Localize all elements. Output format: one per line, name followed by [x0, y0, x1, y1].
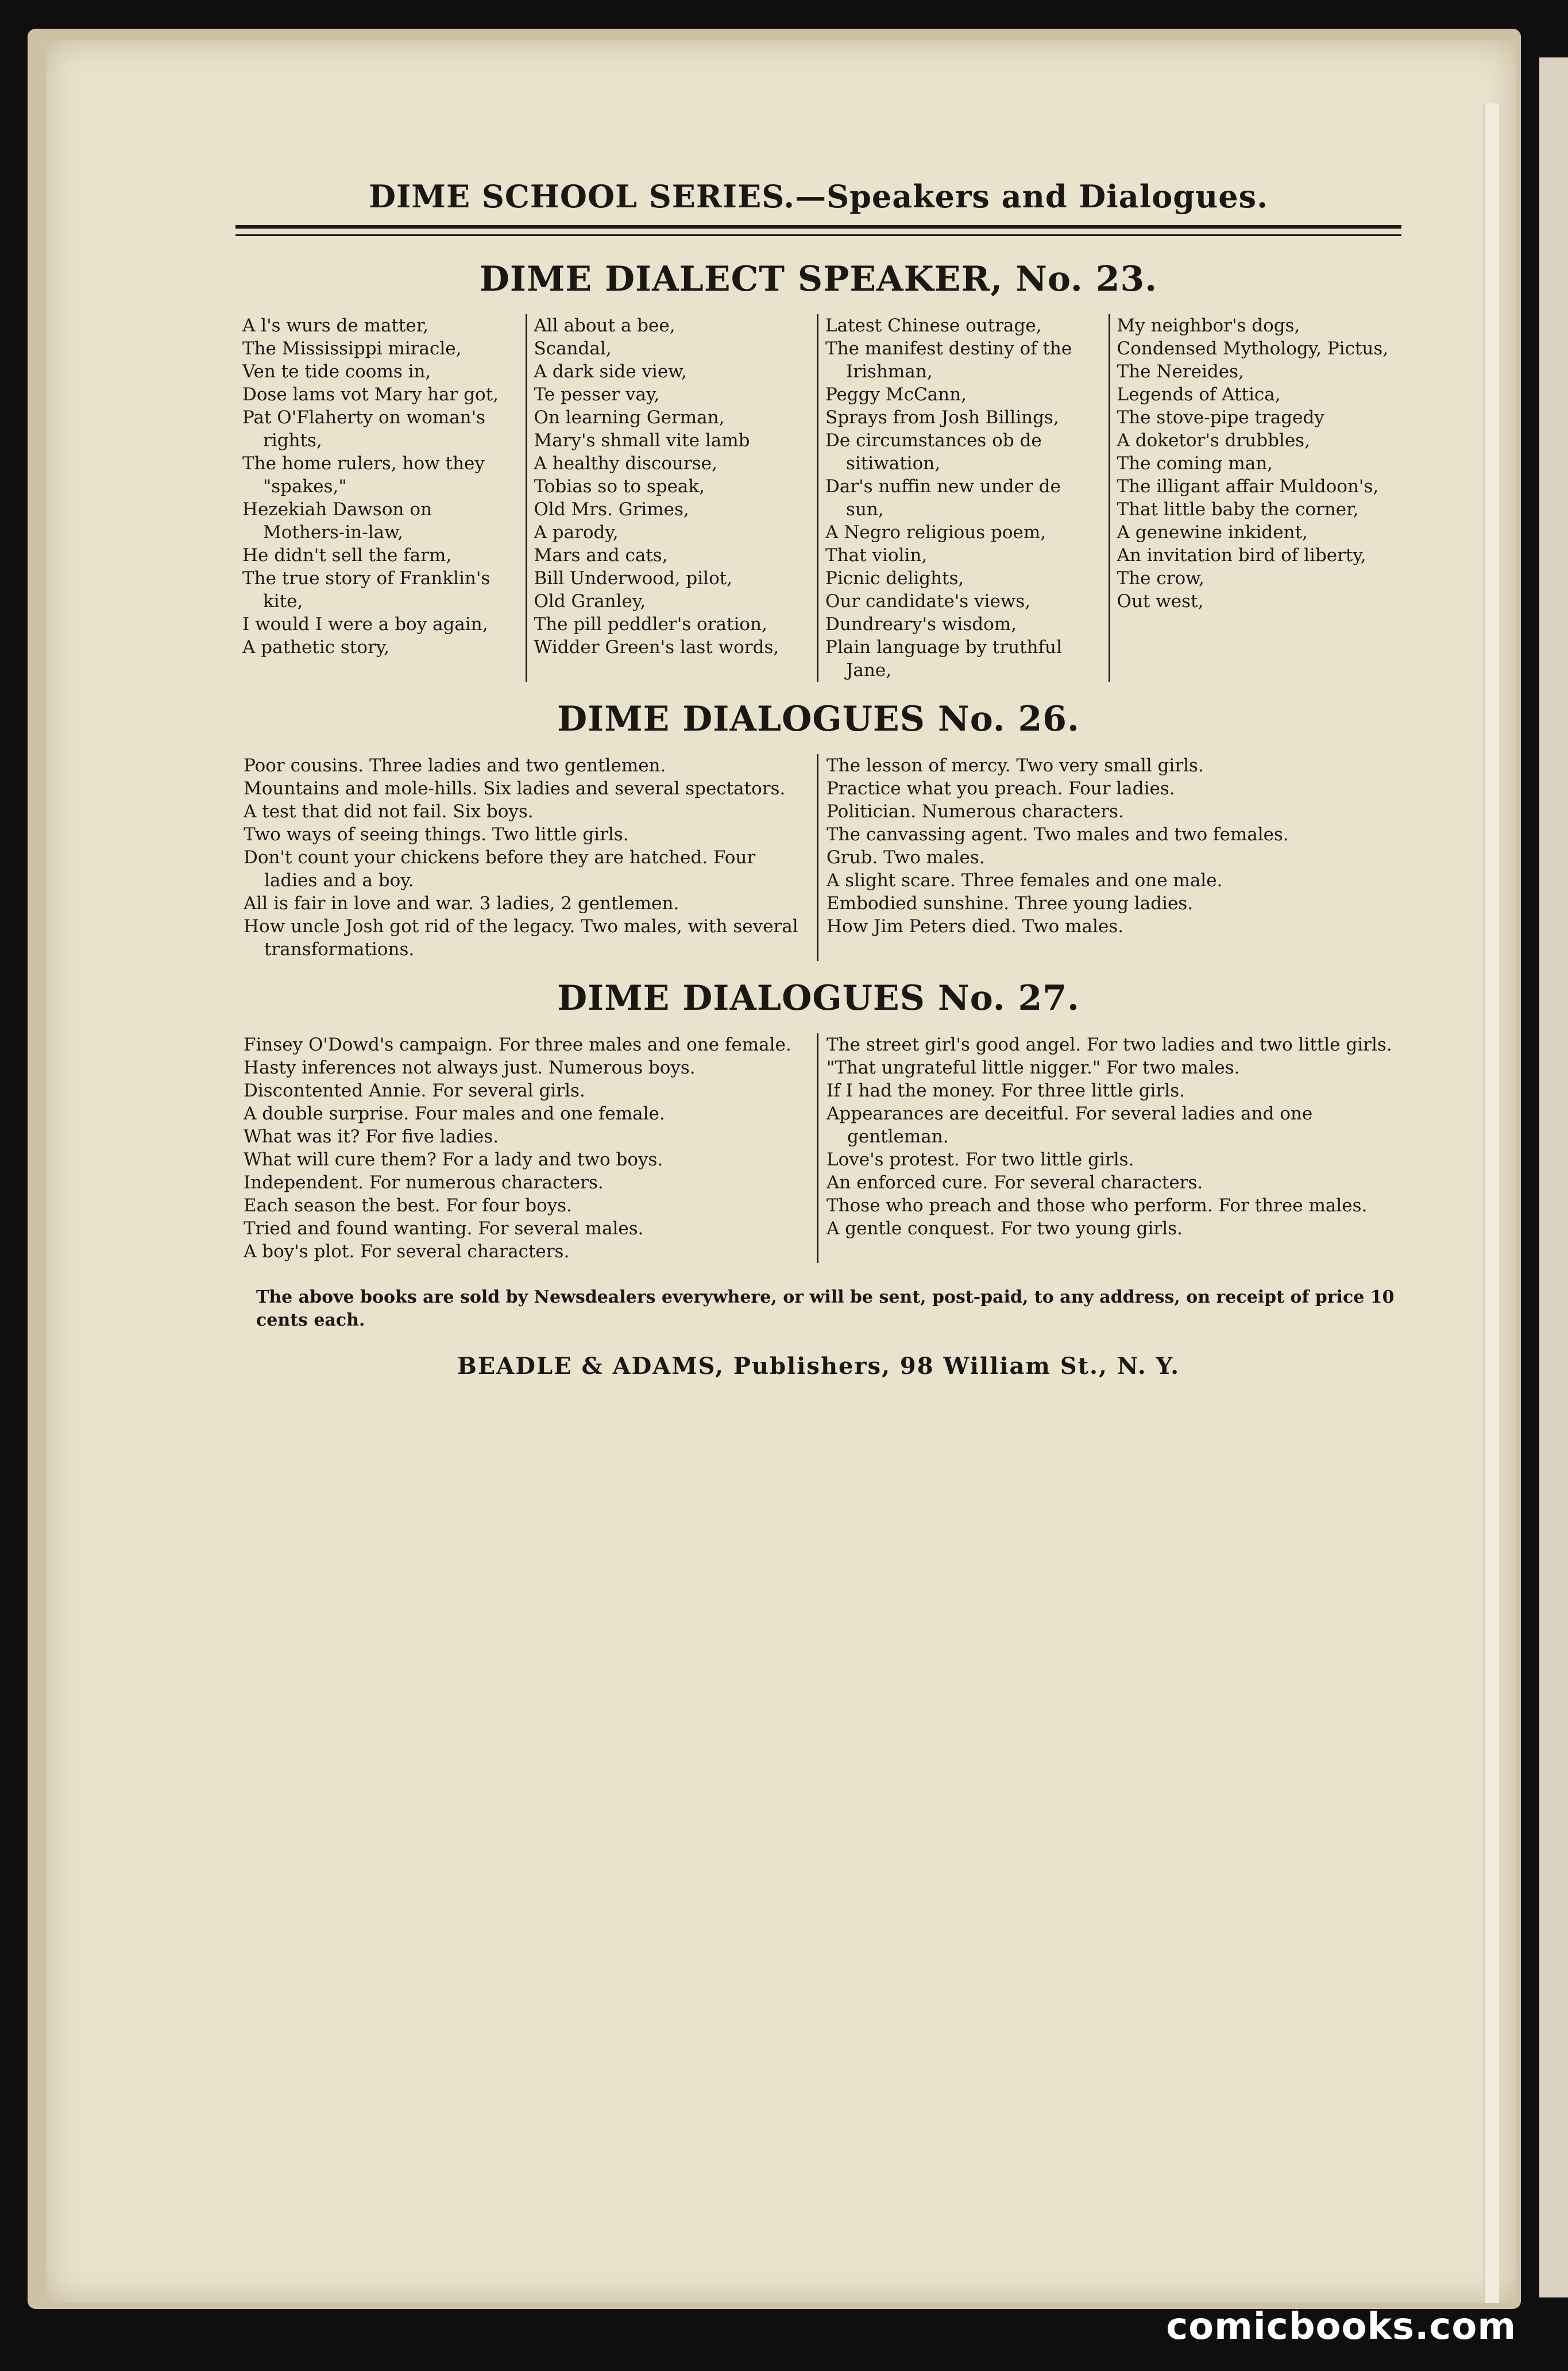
- contents-entry: Our candidate's views,: [825, 591, 1031, 612]
- section-title-dialogues-26: DIME DIALOGUES No. 26.: [557, 699, 1080, 739]
- contents-entry: The home rulers, how they "spakes,": [242, 453, 485, 497]
- contents-entry: A dark side view,: [534, 361, 687, 382]
- contents-entry: Embodied sunshine. Three young ladies.: [827, 893, 1194, 914]
- contents-entry: An invitation bird of liberty,: [1117, 545, 1366, 566]
- contents-entry: Latest Chinese outrage,: [825, 315, 1042, 336]
- contents-entry: Mars and cats,: [534, 545, 668, 566]
- section-title-dialogues-27: DIME DIALOGUES No. 27.: [557, 978, 1080, 1018]
- contents-entry: Condensed Mythology, Pictus,: [1117, 338, 1389, 359]
- contents-entry: Ven te tide cooms in,: [242, 361, 431, 382]
- contents-entry: Two ways of seeing things. Two little girls.: [244, 824, 629, 845]
- sales-note: The above books are sold by Newsdealers everywhere, or will be sent, post-paid, to any address, on receipt of price 10 cents each.: [256, 1287, 1395, 1330]
- contents-entry: Finsey O'Dowd's campaign. For three males and one female.: [244, 1034, 791, 1055]
- contents-entry: Practice what you preach. Four ladies.: [827, 778, 1175, 799]
- contents-entry: How uncle Josh got rid of the legacy. Two males, with several transformations.: [244, 916, 798, 960]
- contents-entry: I would I were a boy again,: [242, 614, 488, 635]
- contents-column: [235, 754, 818, 961]
- contents-entry: The pill peddler's oration,: [534, 614, 767, 635]
- document-page: [46, 40, 1516, 2303]
- contents-entry: Scandal,: [534, 338, 612, 359]
- contents-entry: On learning German,: [534, 407, 725, 428]
- contents-entry: The crow,: [1117, 568, 1204, 589]
- contents-entry: Poor cousins. Three ladies and two gentlemen.: [244, 755, 666, 776]
- contents-entry: How Jim Peters died. Two males.: [827, 916, 1124, 937]
- contents-entry: The true story of Franklin's kite,: [242, 568, 491, 612]
- contents-entry: Picnic delights,: [825, 568, 964, 589]
- show-through-text: [287, 1591, 1378, 2252]
- contents-column: [527, 314, 819, 682]
- contents-entry: The Nereides,: [1117, 361, 1244, 382]
- contents-column: [235, 1033, 818, 1263]
- section-title-dialect-speaker-23: DIME DIALECT SPEAKER, No. 23.: [479, 259, 1158, 299]
- contents-entry: What was it? For five ladies.: [244, 1126, 499, 1147]
- contents-entry: A healthy discourse,: [534, 453, 717, 474]
- contents-entry: Those who preach and those who perform. For three males.: [827, 1195, 1368, 1216]
- contents-column: [235, 314, 527, 682]
- contents-entry: Legends of Attica,: [1117, 384, 1281, 405]
- contents-entry: Dose lams vot Mary har got,: [242, 384, 499, 405]
- contents-column: [818, 1033, 1401, 1263]
- contents-entry: Discontented Annie. For several girls.: [244, 1080, 585, 1101]
- series-header: DIME SCHOOL SERIES.—Speakers and Dialogues.: [369, 178, 1268, 215]
- contents-entry: A double surprise. Four males and one female.: [244, 1103, 665, 1124]
- dialogues-26-contents: [235, 754, 1401, 961]
- contents-entry: The Mississippi miracle,: [242, 338, 462, 359]
- contents-column: [818, 754, 1401, 961]
- contents-entry: My neighbor's dogs,: [1117, 315, 1300, 336]
- contents-entry: Old Mrs. Grimes,: [534, 499, 689, 520]
- contents-entry: He didn't sell the farm,: [242, 545, 452, 566]
- contents-entry: An enforced cure. For several characters.: [827, 1172, 1203, 1193]
- contents-entry: Hezekiah Dawson on Mothers-in-law,: [242, 499, 432, 543]
- contents-entry: Sprays from Josh Billings,: [825, 407, 1059, 428]
- contents-entry: "That ungrateful little nigger." For two males.: [827, 1057, 1240, 1078]
- contents-entry: Love's protest. For two little girls.: [827, 1149, 1134, 1170]
- contents-entry: A gentle conquest. For two young girls.: [827, 1218, 1183, 1239]
- contents-entry: Each season the best. For four boys.: [244, 1195, 573, 1216]
- contents-entry: The illigant affair Muldoon's,: [1117, 476, 1379, 497]
- contents-entry: Mountains and mole-hills. Six ladies and several spectators.: [244, 778, 786, 799]
- contents-entry: Old Granley,: [534, 591, 646, 612]
- contents-entry: Widder Green's last words,: [534, 637, 779, 658]
- contents-entry: Appearances are deceitful. For several ladies and one gentleman.: [827, 1103, 1313, 1147]
- contents-entry: A parody,: [534, 522, 619, 543]
- contents-entry: A boy's plot. For several characters.: [244, 1241, 570, 1262]
- contents-entry: Peggy McCann,: [825, 384, 967, 405]
- contents-entry: The lesson of mercy. Two very small girls.: [827, 755, 1204, 776]
- contents-column: [1110, 314, 1402, 682]
- contents-entry: Pat O'Flaherty on woman's rights,: [242, 407, 486, 451]
- contents-entry: If I had the money. For three little girls.: [827, 1080, 1185, 1101]
- contents-entry: The canvassing agent. Two males and two females.: [827, 824, 1289, 845]
- dialect-speaker-contents: [235, 314, 1401, 682]
- contents-entry: Grub. Two males.: [827, 847, 985, 868]
- contents-entry: Hasty inferences not always just. Numerous boys.: [244, 1057, 696, 1078]
- contents-entry: Tried and found wanting. For several males.: [244, 1218, 644, 1239]
- site-watermark: comicbooks.com: [1166, 2306, 1516, 2348]
- contents-column: [818, 314, 1110, 682]
- contents-entry: The manifest destiny of the Irishman,: [825, 338, 1072, 382]
- page-content: [235, 178, 1401, 1380]
- contents-entry: A l's wurs de matter,: [242, 315, 428, 336]
- contents-entry: What will cure them? For a lady and two boys.: [244, 1149, 663, 1170]
- contents-entry: That violin,: [825, 545, 928, 566]
- contents-entry: Mary's shmall vite lamb: [534, 430, 750, 451]
- contents-entry: A Negro religious poem,: [825, 522, 1046, 543]
- header-rule: [235, 225, 1401, 236]
- contents-entry: Don't count your chickens before they are hatched. Four ladies and a boy.: [244, 847, 756, 891]
- contents-entry: Tobias so to speak,: [534, 476, 705, 497]
- paper-edge: [1484, 103, 1499, 2303]
- contents-entry: That little baby the corner,: [1117, 499, 1359, 520]
- adjacent-page-edge: [1539, 57, 1568, 2297]
- contents-entry: Dar's nuffin new under de sun,: [825, 476, 1061, 520]
- contents-entry: All about a bee,: [534, 315, 675, 336]
- contents-entry: Politician. Numerous characters.: [827, 801, 1124, 822]
- contents-entry: Independent. For numerous characters.: [244, 1172, 604, 1193]
- publisher-imprint: BEADLE & ADAMS, Publishers, 98 William St., N. Y.: [457, 1353, 1180, 1380]
- contents-entry: Out west,: [1117, 591, 1204, 612]
- contents-entry: A doketor's drubbles,: [1117, 430, 1310, 451]
- contents-entry: The stove-pipe tragedy: [1117, 407, 1324, 428]
- contents-entry: The coming man,: [1117, 453, 1273, 474]
- contents-entry: Dundreary's wisdom,: [825, 614, 1017, 635]
- contents-entry: A test that did not fail. Six boys.: [244, 801, 534, 822]
- contents-entry: A pathetic story,: [242, 637, 390, 658]
- contents-entry: Bill Underwood, pilot,: [534, 568, 733, 589]
- contents-entry: Te pesser vay,: [534, 384, 660, 405]
- contents-entry: The street girl's good angel. For two ladies and two little girls.: [827, 1034, 1392, 1055]
- contents-entry: All is fair in love and war. 3 ladies, 2 gentlemen.: [244, 893, 679, 914]
- dialogues-27-contents: [235, 1033, 1401, 1263]
- contents-entry: A genewine inkident,: [1117, 522, 1308, 543]
- contents-entry: A slight scare. Three females and one male.: [827, 870, 1223, 891]
- contents-entry: De circumstances ob de sitiwation,: [825, 430, 1042, 474]
- contents-entry: Plain language by truthful Jane,: [825, 637, 1062, 681]
